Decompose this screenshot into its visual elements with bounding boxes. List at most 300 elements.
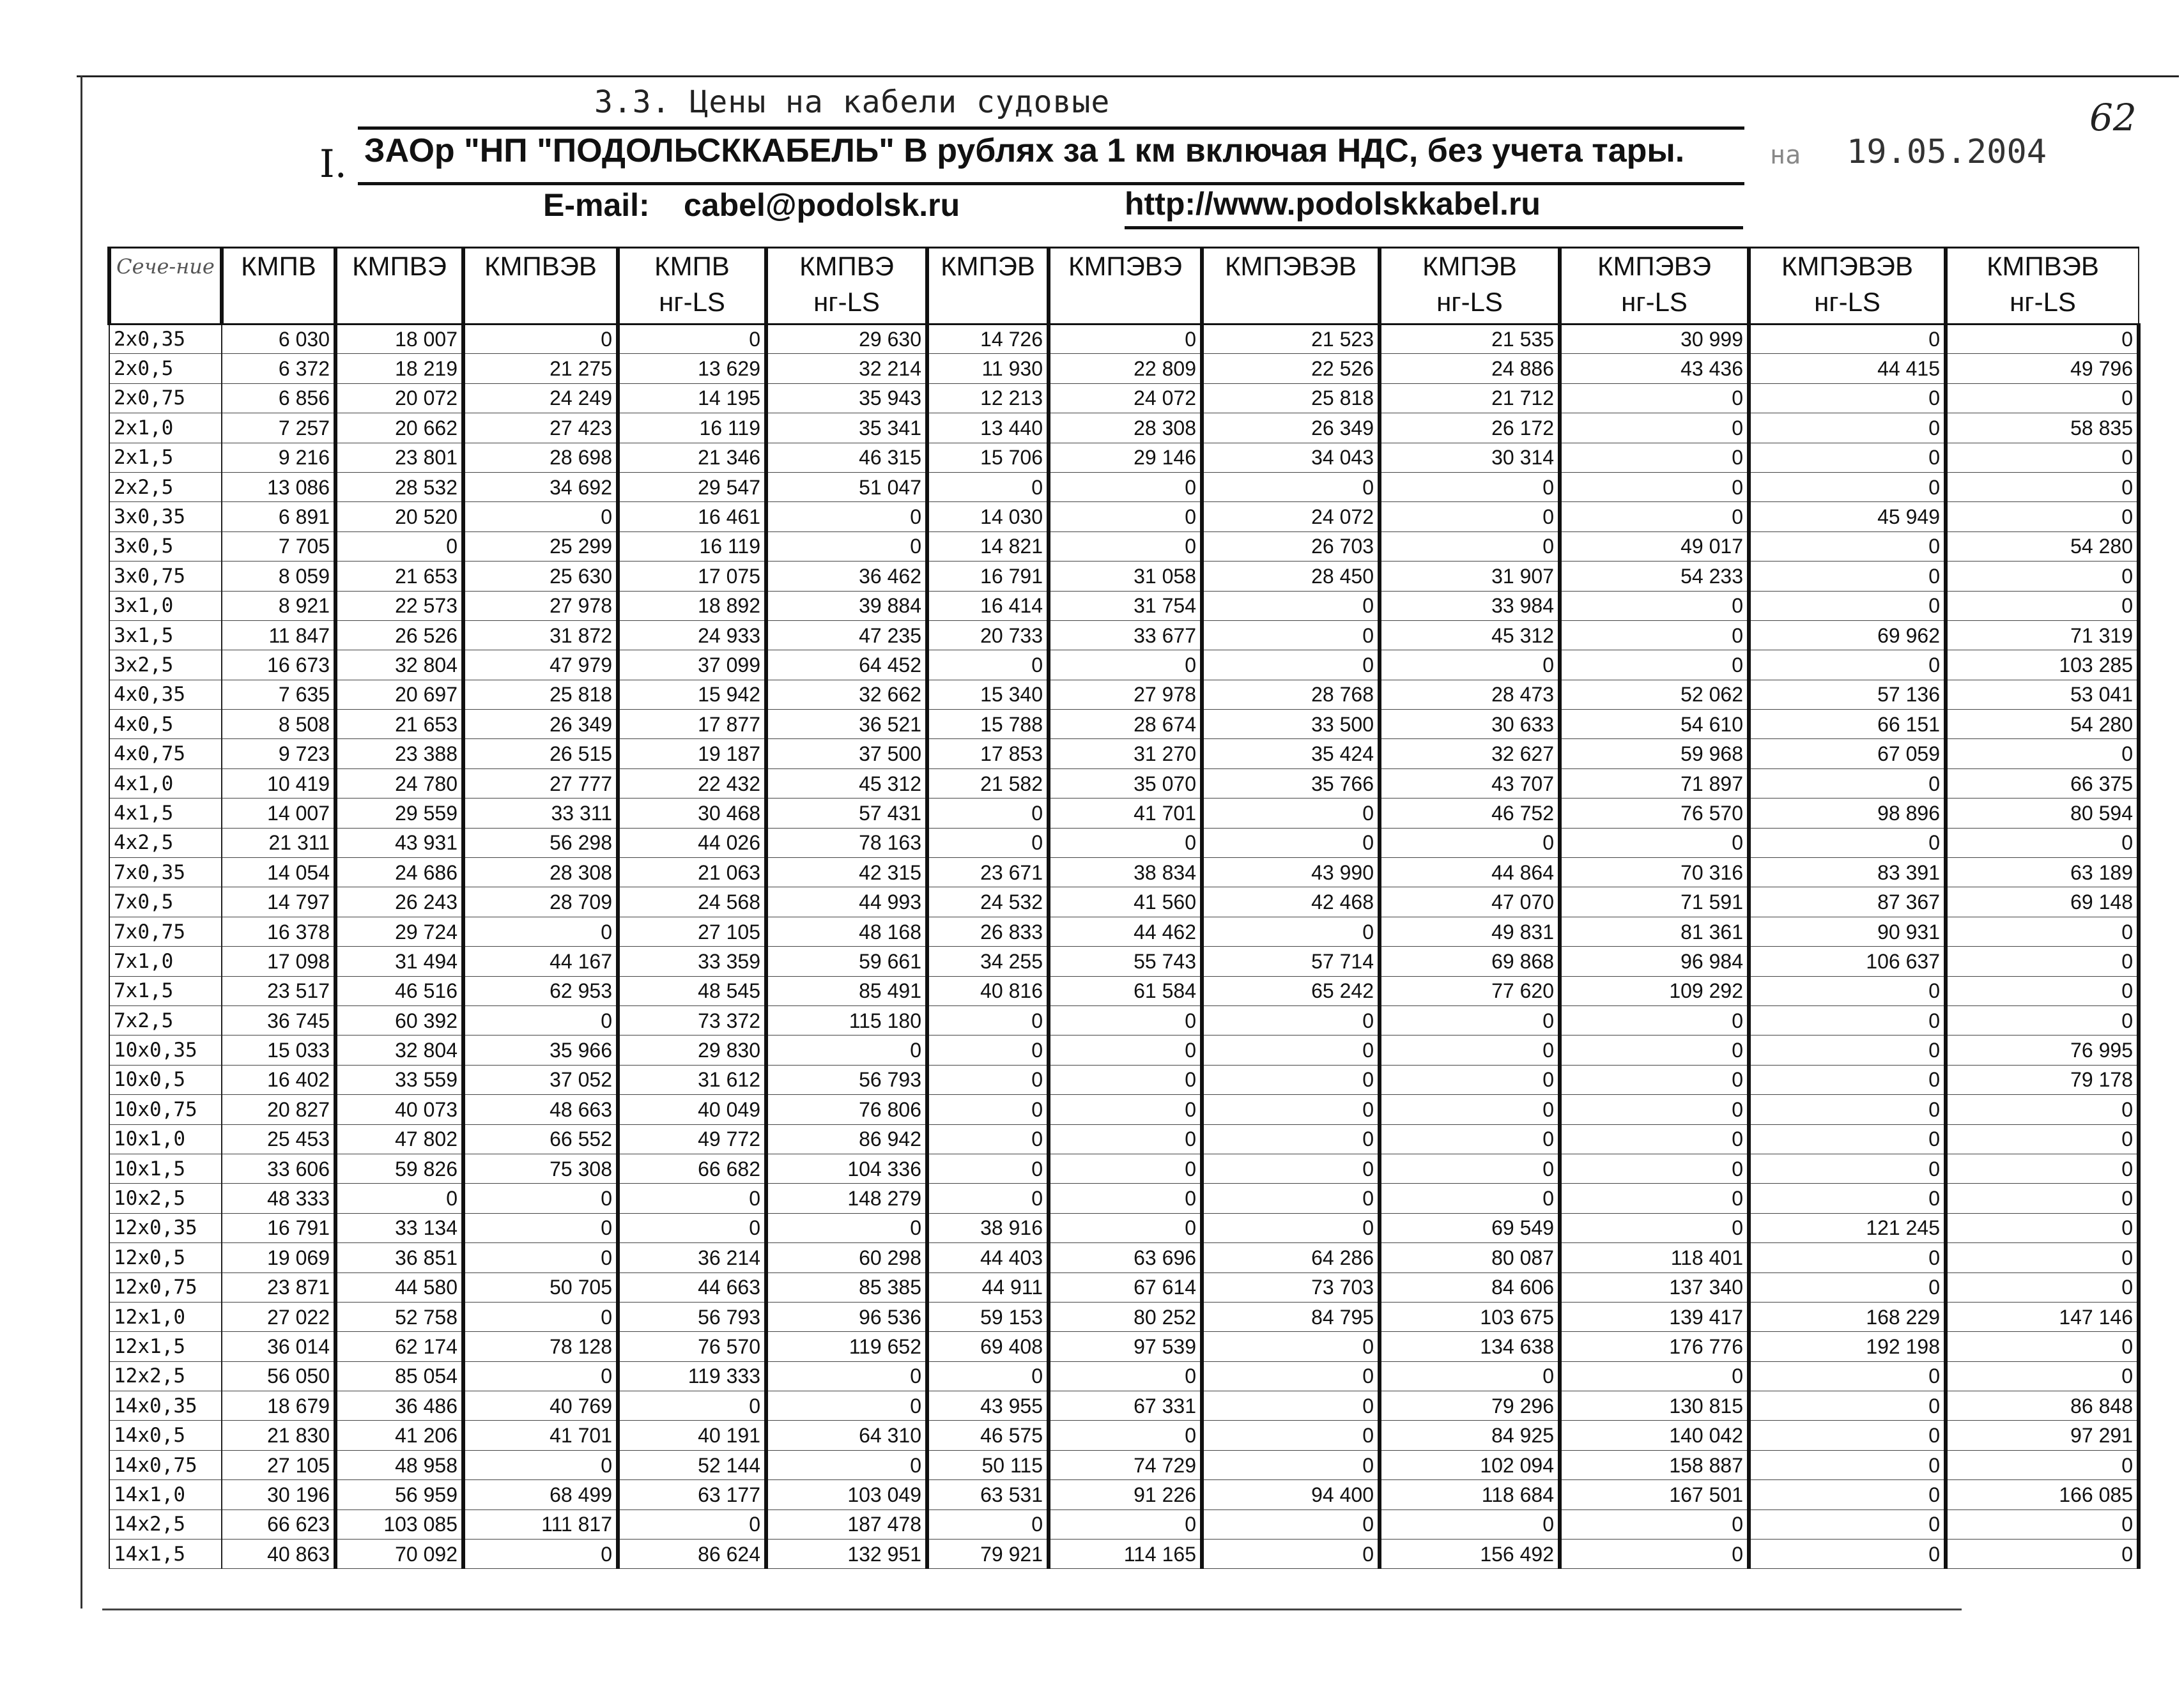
price-cell: 0 — [1049, 1509, 1202, 1539]
price-cell: 77 620 — [1380, 976, 1560, 1005]
price-cell: 33 311 — [463, 799, 618, 828]
price-cell: 28 532 — [335, 472, 463, 501]
price-cell: 0 — [1380, 1095, 1560, 1124]
price-cell: 42 315 — [766, 858, 927, 887]
price-cell: 63 189 — [1946, 858, 2139, 887]
price-cell: 78 163 — [766, 828, 927, 857]
price-cell: 36 462 — [766, 562, 927, 591]
price-cell: 27 777 — [463, 768, 618, 798]
table-row — [109, 1243, 2139, 1272]
price-cell: 0 — [1202, 1213, 1380, 1242]
cable-section-cell: 10x1,0 — [109, 1124, 222, 1154]
price-cell: 0 — [1749, 1095, 1946, 1124]
price-cell: 0 — [1202, 1184, 1380, 1213]
cable-section-cell: 2x0,75 — [109, 383, 222, 413]
cable-section-cell: 4x2,5 — [109, 828, 222, 857]
price-cell: 29 547 — [618, 472, 766, 501]
price-cell: 0 — [463, 917, 618, 946]
price-cell: 35 943 — [766, 383, 927, 413]
price-cell: 102 094 — [1380, 1450, 1560, 1479]
price-cell: 84 795 — [1202, 1302, 1380, 1331]
price-cell: 27 423 — [463, 413, 618, 443]
cable-section-cell: 12x1,0 — [109, 1302, 222, 1331]
price-cell: 80 252 — [1049, 1302, 1202, 1331]
price-cell: 48 168 — [766, 917, 927, 946]
table-row — [109, 1421, 2139, 1450]
price-cell: 0 — [1946, 947, 2139, 976]
table-row — [109, 1036, 2139, 1065]
section-title: 3.3. Цены на кабели судовые — [594, 84, 1111, 120]
price-cell: 0 — [1749, 531, 1946, 561]
price-cell: 44 663 — [618, 1272, 766, 1302]
price-cell: 0 — [766, 1361, 927, 1391]
price-cell: 76 570 — [1560, 799, 1749, 828]
table-row — [109, 1361, 2139, 1391]
price-cell: 85 491 — [766, 976, 927, 1005]
price-cell: 0 — [463, 1302, 618, 1331]
price-cell: 44 911 — [927, 1272, 1049, 1302]
table-row — [109, 1184, 2139, 1213]
price-cell: 43 707 — [1380, 768, 1560, 798]
price-cell: 30 633 — [1380, 710, 1560, 739]
price-cell: 32 804 — [335, 650, 463, 680]
price-cell: 192 198 — [1749, 1332, 1946, 1361]
price-cell: 21 535 — [1380, 325, 1560, 354]
price-cell: 25 818 — [463, 680, 618, 709]
price-cell: 0 — [463, 1243, 618, 1272]
price-cell: 0 — [618, 1509, 766, 1539]
price-cell: 79 178 — [1946, 1065, 2139, 1094]
price-cell: 37 500 — [766, 739, 927, 768]
price-cell: 23 801 — [335, 443, 463, 472]
table-row — [109, 1332, 2139, 1361]
cable-section-cell: 14x1,5 — [109, 1540, 222, 1569]
price-cell: 33 677 — [1049, 620, 1202, 650]
price-cell: 23 517 — [222, 976, 335, 1005]
price-cell: 0 — [1202, 1332, 1380, 1361]
price-cell: 74 729 — [1049, 1450, 1202, 1479]
price-cell: 109 292 — [1560, 976, 1749, 1005]
price-cell: 45 949 — [1749, 502, 1946, 531]
price-cell: 44 415 — [1749, 354, 1946, 383]
price-cell: 49 017 — [1560, 531, 1749, 561]
price-table — [107, 247, 2141, 1569]
price-cell: 60 298 — [766, 1243, 927, 1272]
price-cell: 0 — [335, 1184, 463, 1213]
price-cell: 0 — [1749, 1184, 1946, 1213]
price-cell: 56 298 — [463, 828, 618, 857]
price-cell: 48 333 — [222, 1184, 335, 1213]
website-url: http://www.podolskkabel.ru — [1125, 185, 1743, 229]
price-cell: 0 — [1380, 1036, 1560, 1065]
price-cell: 35 766 — [1202, 768, 1380, 798]
price-cell: 40 049 — [618, 1095, 766, 1124]
price-cell: 0 — [1946, 739, 2139, 768]
column-header: КМПВ нг-LS — [618, 248, 766, 325]
price-cell: 43 931 — [335, 828, 463, 857]
price-cell: 55 743 — [1049, 947, 1202, 976]
price-cell: 19 069 — [222, 1243, 335, 1272]
price-cell: 0 — [766, 1213, 927, 1242]
price-cell: 71 319 — [1946, 620, 2139, 650]
cable-section-cell: 7x0,5 — [109, 887, 222, 917]
table-row — [109, 1540, 2139, 1569]
cable-section-cell: 10x0,75 — [109, 1095, 222, 1124]
table-header-row — [109, 248, 2139, 325]
price-cell: 0 — [927, 1184, 1049, 1213]
price-cell: 30 314 — [1380, 443, 1560, 472]
table-row — [109, 1005, 2139, 1035]
price-cell: 16 461 — [618, 502, 766, 531]
price-cell: 40 769 — [463, 1391, 618, 1421]
price-cell: 0 — [1380, 1361, 1560, 1391]
price-cell: 0 — [1946, 562, 2139, 591]
price-cell: 0 — [1946, 472, 2139, 501]
price-cell: 0 — [1946, 383, 2139, 413]
table-row — [109, 710, 2139, 739]
price-cell: 35 341 — [766, 413, 927, 443]
company-line: ЗАОр "НП "ПОДОЛЬСККАБЕЛЬ" В рублях за 1 км включая НДС, без учета тары. — [364, 132, 1685, 169]
price-cell: 14 195 — [618, 383, 766, 413]
price-cell: 0 — [1560, 1065, 1749, 1094]
price-cell: 73 372 — [618, 1005, 766, 1035]
price-cell: 0 — [1946, 443, 2139, 472]
price-cell: 14 030 — [927, 502, 1049, 531]
price-cell: 187 478 — [766, 1509, 927, 1539]
price-cell: 0 — [1202, 1036, 1380, 1065]
price-cell: 0 — [1202, 1361, 1380, 1391]
price-cell: 0 — [927, 650, 1049, 680]
price-cell: 16 791 — [222, 1213, 335, 1242]
cable-section-cell: 3x1,5 — [109, 620, 222, 650]
price-cell: 87 367 — [1749, 887, 1946, 917]
price-cell: 61 584 — [1049, 976, 1202, 1005]
price-cell: 103 085 — [335, 1509, 463, 1539]
price-cell: 17 853 — [927, 739, 1049, 768]
price-cell: 29 630 — [766, 325, 927, 354]
price-cell: 25 453 — [222, 1124, 335, 1154]
price-cell: 79 296 — [1380, 1391, 1560, 1421]
price-cell: 21 275 — [463, 354, 618, 383]
price-cell: 23 388 — [335, 739, 463, 768]
price-cell: 0 — [1560, 1095, 1749, 1124]
price-cell: 28 768 — [1202, 680, 1380, 709]
price-cell: 0 — [1049, 650, 1202, 680]
price-cell: 50 115 — [927, 1450, 1049, 1479]
price-cell: 0 — [1946, 1509, 2139, 1539]
price-cell: 45 312 — [766, 768, 927, 798]
price-cell: 27 978 — [463, 591, 618, 620]
price-cell: 36 521 — [766, 710, 927, 739]
price-cell: 0 — [1749, 768, 1946, 798]
price-cell: 16 378 — [222, 917, 335, 946]
price-cell: 0 — [1560, 443, 1749, 472]
table-row — [109, 383, 2139, 413]
price-cell: 27 105 — [618, 917, 766, 946]
cable-section-cell: 12x0,35 — [109, 1213, 222, 1242]
price-cell: 44 403 — [927, 1243, 1049, 1272]
price-cell: 8 921 — [222, 591, 335, 620]
price-cell: 14 007 — [222, 799, 335, 828]
price-cell: 34 692 — [463, 472, 618, 501]
cable-section-cell: 10x0,35 — [109, 1036, 222, 1065]
price-cell: 6 856 — [222, 383, 335, 413]
price-cell: 0 — [1049, 325, 1202, 354]
price-cell: 26 172 — [1380, 413, 1560, 443]
price-cell: 40 863 — [222, 1540, 335, 1569]
price-cell: 33 606 — [222, 1154, 335, 1183]
price-cell: 18 007 — [335, 325, 463, 354]
price-cell: 0 — [1946, 1361, 2139, 1391]
price-cell: 32 804 — [335, 1036, 463, 1065]
price-cell: 0 — [1749, 443, 1946, 472]
price-cell: 137 340 — [1560, 1272, 1749, 1302]
price-cell: 0 — [1560, 1184, 1749, 1213]
price-cell: 85 054 — [335, 1361, 463, 1391]
price-cell: 24 568 — [618, 887, 766, 917]
price-cell: 30 468 — [618, 799, 766, 828]
table-row — [109, 1154, 2139, 1183]
price-cell: 21 830 — [222, 1421, 335, 1450]
table-row — [109, 1272, 2139, 1302]
price-cell: 0 — [463, 1361, 618, 1391]
price-cell: 0 — [1946, 1272, 2139, 1302]
price-cell: 96 536 — [766, 1302, 927, 1331]
price-cell: 21 346 — [618, 443, 766, 472]
price-cell: 34 255 — [927, 947, 1049, 976]
cable-section-cell: 4x0,75 — [109, 739, 222, 768]
price-cell: 0 — [1380, 531, 1560, 561]
price-cell: 11 847 — [222, 620, 335, 650]
price-cell: 26 833 — [927, 917, 1049, 946]
cable-section-cell: 3x1,0 — [109, 591, 222, 620]
price-cell: 23 871 — [222, 1272, 335, 1302]
price-cell: 0 — [1749, 1124, 1946, 1154]
price-cell: 0 — [1202, 1509, 1380, 1539]
price-cell: 62 174 — [335, 1332, 463, 1361]
price-cell: 49 831 — [1380, 917, 1560, 946]
price-cell: 28 709 — [463, 887, 618, 917]
price-cell: 31 872 — [463, 620, 618, 650]
price-cell: 0 — [1946, 976, 2139, 1005]
cable-section-cell: 4x0,35 — [109, 680, 222, 709]
price-cell: 64 286 — [1202, 1243, 1380, 1272]
cable-section-cell: 2x0,35 — [109, 325, 222, 354]
column-header: КМПЭВ — [927, 248, 1049, 325]
price-cell: 97 539 — [1049, 1332, 1202, 1361]
price-cell: 49 796 — [1946, 354, 2139, 383]
price-cell: 0 — [1560, 591, 1749, 620]
table-row — [109, 1065, 2139, 1094]
price-cell: 45 312 — [1380, 620, 1560, 650]
price-cell: 25 299 — [463, 531, 618, 561]
price-cell: 0 — [1946, 917, 2139, 946]
price-cell: 43 436 — [1560, 354, 1749, 383]
price-cell: 0 — [766, 1036, 927, 1065]
table-row — [109, 1509, 2139, 1539]
price-cell: 43 990 — [1202, 858, 1380, 887]
price-cell: 0 — [1749, 1361, 1946, 1391]
price-cell: 0 — [927, 1005, 1049, 1035]
price-cell: 0 — [1749, 562, 1946, 591]
price-cell: 33 134 — [335, 1213, 463, 1242]
table-row — [109, 562, 2139, 591]
price-cell: 7 705 — [222, 531, 335, 561]
price-cell: 0 — [463, 502, 618, 531]
price-cell: 16 673 — [222, 650, 335, 680]
table-row — [109, 1124, 2139, 1154]
price-cell: 41 701 — [463, 1421, 618, 1450]
price-cell: 0 — [1049, 531, 1202, 561]
cable-section-cell: 3x0,75 — [109, 562, 222, 591]
price-cell: 24 249 — [463, 383, 618, 413]
price-cell: 40 073 — [335, 1095, 463, 1124]
table-row — [109, 1302, 2139, 1331]
price-cell: 0 — [1946, 1243, 2139, 1272]
price-cell: 0 — [1202, 1124, 1380, 1154]
price-cell: 167 501 — [1560, 1480, 1749, 1509]
cable-section-cell: 10x2,5 — [109, 1184, 222, 1213]
price-cell: 43 955 — [927, 1391, 1049, 1421]
price-cell: 70 092 — [335, 1540, 463, 1569]
price-cell: 80 594 — [1946, 799, 2139, 828]
price-cell: 18 679 — [222, 1391, 335, 1421]
price-cell: 21 712 — [1380, 383, 1560, 413]
cable-section-cell: 3x0,35 — [109, 502, 222, 531]
price-cell: 33 500 — [1202, 710, 1380, 739]
table-row — [109, 413, 2139, 443]
price-cell: 0 — [1202, 1450, 1380, 1479]
price-cell: 0 — [618, 1184, 766, 1213]
price-cell: 20 697 — [335, 680, 463, 709]
price-cell: 36 014 — [222, 1332, 335, 1361]
column-header: КМПВЭВ — [463, 248, 618, 325]
price-cell: 0 — [1946, 591, 2139, 620]
price-cell: 24 686 — [335, 858, 463, 887]
price-cell: 31 494 — [335, 947, 463, 976]
price-cell: 75 308 — [463, 1154, 618, 1183]
table-row — [109, 887, 2139, 917]
price-cell: 23 671 — [927, 858, 1049, 887]
price-cell: 176 776 — [1560, 1332, 1749, 1361]
price-cell: 8 508 — [222, 710, 335, 739]
price-cell: 0 — [1560, 1540, 1749, 1569]
price-cell: 28 308 — [463, 858, 618, 887]
price-cell: 31 270 — [1049, 739, 1202, 768]
price-cell: 36 486 — [335, 1391, 463, 1421]
price-cell: 79 921 — [927, 1540, 1049, 1569]
price-cell: 48 545 — [618, 976, 766, 1005]
price-cell: 0 — [1946, 1184, 2139, 1213]
price-cell: 15 706 — [927, 443, 1049, 472]
price-cell: 0 — [335, 531, 463, 561]
price-cell: 118 684 — [1380, 1480, 1560, 1509]
table-row — [109, 1450, 2139, 1479]
price-cell: 0 — [618, 1213, 766, 1242]
price-cell: 0 — [927, 1154, 1049, 1183]
price-cell: 37 099 — [618, 650, 766, 680]
price-cell: 0 — [1202, 1391, 1380, 1421]
price-cell: 106 637 — [1749, 947, 1946, 976]
price-cell: 16 402 — [222, 1065, 335, 1094]
price-cell: 27 978 — [1049, 680, 1202, 709]
column-header: КМПВЭВ нг-LS — [1946, 248, 2139, 325]
price-cell: 0 — [1749, 1450, 1946, 1479]
price-cell: 22 526 — [1202, 354, 1380, 383]
price-cell: 0 — [927, 1509, 1049, 1539]
price-cell: 147 146 — [1946, 1302, 2139, 1331]
price-cell: 0 — [1749, 828, 1946, 857]
price-cell: 0 — [1202, 1540, 1380, 1569]
price-cell: 148 279 — [766, 1184, 927, 1213]
price-cell: 9 723 — [222, 739, 335, 768]
roman-numeral: I. — [319, 142, 347, 187]
price-cell: 0 — [927, 828, 1049, 857]
price-cell: 27 022 — [222, 1302, 335, 1331]
price-cell: 0 — [1202, 799, 1380, 828]
table-row — [109, 680, 2139, 709]
price-cell: 0 — [1749, 976, 1946, 1005]
price-cell: 17 075 — [618, 562, 766, 591]
price-cell: 91 226 — [1049, 1480, 1202, 1509]
price-cell: 80 087 — [1380, 1243, 1560, 1272]
price-cell: 130 815 — [1560, 1391, 1749, 1421]
price-cell: 42 468 — [1202, 887, 1380, 917]
price-cell: 119 333 — [618, 1361, 766, 1391]
price-date: 19.05.2004 — [1847, 133, 2047, 171]
table-row — [109, 354, 2139, 383]
price-cell: 38 916 — [927, 1213, 1049, 1242]
price-cell: 33 359 — [618, 947, 766, 976]
price-cell: 41 701 — [1049, 799, 1202, 828]
price-cell: 140 042 — [1560, 1421, 1749, 1450]
table-row — [109, 443, 2139, 472]
price-cell: 52 062 — [1560, 680, 1749, 709]
price-cell: 14 797 — [222, 887, 335, 917]
price-cell: 0 — [1202, 650, 1380, 680]
price-cell: 57 714 — [1202, 947, 1380, 976]
price-cell: 103 049 — [766, 1480, 927, 1509]
price-cell: 85 385 — [766, 1272, 927, 1302]
cable-section-cell: 2x1,5 — [109, 443, 222, 472]
price-cell: 98 896 — [1749, 799, 1946, 828]
price-cell: 35 070 — [1049, 768, 1202, 798]
price-cell: 0 — [1560, 383, 1749, 413]
price-cell: 0 — [1946, 1332, 2139, 1361]
cable-section-cell: 10x1,5 — [109, 1154, 222, 1183]
price-cell: 83 391 — [1749, 858, 1946, 887]
price-cell: 28 308 — [1049, 413, 1202, 443]
price-cell: 31 612 — [618, 1065, 766, 1094]
price-cell: 0 — [1560, 650, 1749, 680]
price-cell: 20 733 — [927, 620, 1049, 650]
price-cell: 0 — [1380, 502, 1560, 531]
table-body — [109, 325, 2139, 1569]
price-cell: 0 — [1749, 1272, 1946, 1302]
table-row — [109, 502, 2139, 531]
price-cell: 0 — [1202, 1095, 1380, 1124]
price-cell: 0 — [1946, 325, 2139, 354]
price-cell: 44 580 — [335, 1272, 463, 1302]
price-cell: 31 754 — [1049, 591, 1202, 620]
table-row — [109, 1391, 2139, 1421]
price-cell: 47 235 — [766, 620, 927, 650]
price-cell: 0 — [1049, 1421, 1202, 1450]
cable-section-cell: 4x0,5 — [109, 710, 222, 739]
price-cell: 34 043 — [1202, 443, 1380, 472]
price-cell: 17 877 — [618, 710, 766, 739]
price-cell: 69 962 — [1749, 620, 1946, 650]
